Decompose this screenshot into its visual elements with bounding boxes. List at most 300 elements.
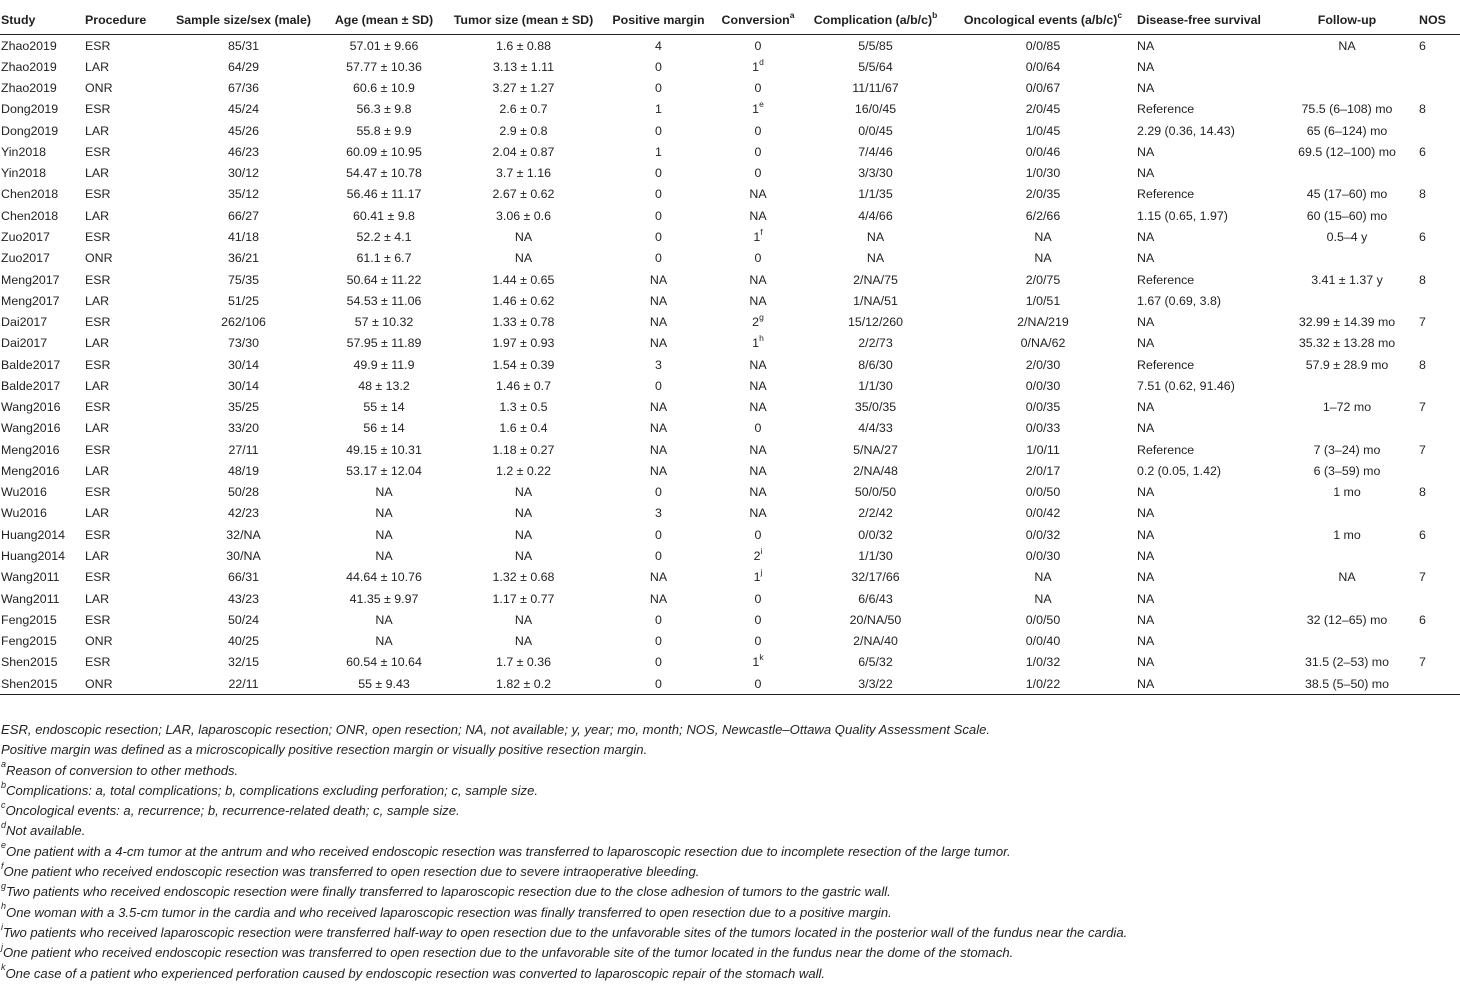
cell-onco: [950, 460, 1136, 481]
cell-margin: [602, 248, 715, 269]
cell-value: 0: [655, 81, 662, 96]
cell-conversion: [715, 439, 801, 460]
cell-study: [0, 397, 84, 418]
footnote: [1, 740, 1451, 760]
cell-dfs: [1136, 375, 1276, 396]
cell-value: 1 mo: [1333, 527, 1361, 542]
cell-value: 2/NA/219: [1017, 315, 1069, 330]
cell-conversion: [715, 290, 801, 311]
cell-age: [323, 460, 445, 481]
cell-followup: [1276, 630, 1418, 651]
cell-value: 3.41 ± 1.37 y: [1311, 272, 1383, 287]
cell-nos: [1418, 120, 1460, 141]
cell-complication: [801, 184, 950, 205]
cell-conversion: [715, 354, 801, 375]
cell-value: 0: [655, 187, 662, 202]
cell-value: Reference: [1137, 187, 1195, 202]
cell-age: [323, 333, 445, 354]
cell-dfs: [1136, 311, 1276, 332]
cell-followup: [1276, 609, 1418, 630]
cell-dfs: [1136, 545, 1276, 566]
cell-dfs: [1136, 141, 1276, 162]
column-header: [801, 6, 950, 35]
cell-age: [323, 588, 445, 609]
cell-complication: [801, 609, 950, 630]
cell-followup: [1276, 524, 1418, 545]
cell-value: 36/21: [227, 251, 259, 266]
cell-value: Shen2015: [1, 655, 58, 670]
cell-study: [0, 588, 84, 609]
cell-value: 54.47 ± 10.78: [346, 166, 422, 181]
cell-value: 75.5 (6–108) mo: [1301, 102, 1393, 117]
cell-dfs: [1136, 439, 1276, 460]
cell-value: NA: [375, 612, 393, 627]
cell-nos: [1418, 354, 1460, 375]
cell-study: [0, 439, 84, 460]
cell-value: 5/5/64: [858, 59, 893, 74]
cell-age: [323, 184, 445, 205]
cell-followup: [1276, 567, 1418, 588]
cell-complication: [801, 248, 950, 269]
cell-tumor: [445, 163, 602, 184]
cell-sample: [164, 226, 323, 247]
cell-value: 85/31: [227, 38, 259, 53]
cell-value: NA: [749, 463, 767, 478]
footnote-marker: e: [759, 99, 764, 110]
cell-age: [323, 269, 445, 290]
cell-value: NA: [649, 442, 668, 457]
cell-value: 43/23: [227, 591, 259, 606]
cell-procedure: [84, 56, 164, 77]
cell-value: 45/24: [227, 102, 259, 117]
cell-value: NA: [749, 485, 767, 500]
cell-tumor: [445, 460, 602, 481]
cell-value: 0: [655, 485, 662, 500]
cell-sample: [164, 184, 323, 205]
cell-procedure: [84, 524, 164, 545]
cell-value: 38.5 (5–50) mo: [1304, 676, 1390, 691]
cell-value: 66/31: [227, 570, 259, 585]
cell-conversion: [715, 524, 801, 545]
footnote-marker: b: [1, 779, 7, 790]
cell-value: 57.95 ± 11.89: [346, 336, 422, 351]
cell-value: NA: [514, 549, 533, 563]
cell-conversion: [715, 567, 801, 588]
cell-value: Meng2016: [1, 442, 60, 457]
footnote: [1, 761, 1451, 781]
cell-dfs: [1136, 35, 1276, 57]
table-row: [0, 354, 1460, 375]
cell-conversion: [715, 673, 801, 695]
cell-value: Meng2017: [1, 272, 60, 287]
cell-study: [0, 482, 84, 503]
column-header: [0, 6, 84, 35]
cell-value: 35/25: [227, 400, 259, 415]
cell-study: [0, 333, 84, 354]
cell-value: 55 ± 14: [363, 400, 405, 415]
cell-onco: [950, 248, 1136, 269]
cell-margin: [602, 397, 715, 418]
cell-value: 40/25: [227, 634, 259, 649]
cell-value: 2/0/35: [1025, 187, 1061, 202]
cell-value: 6: [1419, 612, 1426, 627]
cell-value: 0: [655, 634, 662, 649]
cell-value: 0: [655, 166, 662, 181]
table-row: [0, 439, 1460, 460]
cell-value: 1/0/32: [1025, 655, 1061, 670]
cell-value: 3.06 ± 0.6: [495, 208, 552, 223]
cell-value: 35/0/35: [854, 400, 897, 415]
cell-nos: [1418, 630, 1460, 651]
cell-value: NA: [749, 272, 767, 287]
cell-value: Reference: [1137, 357, 1195, 372]
cell-value: NA: [1137, 612, 1155, 627]
cell-procedure: [84, 397, 164, 418]
cell-value: 42/23: [227, 506, 259, 521]
column-header: [715, 6, 801, 35]
cell-value: 1.18 ± 0.27: [492, 442, 555, 457]
cell-value: 7: [1419, 400, 1426, 415]
cell-value: 2.04 ± 0.87: [492, 144, 555, 159]
table-row: [0, 269, 1460, 290]
cell-nos: [1418, 503, 1460, 524]
cell-value: NA: [1137, 549, 1155, 563]
cell-value: 48/19: [227, 463, 259, 478]
cell-value: LAR: [85, 59, 110, 74]
cell-value: Dai2017: [1, 336, 48, 351]
cell-margin: [602, 35, 715, 57]
cell-dfs: [1136, 673, 1276, 695]
cell-complication: [801, 290, 950, 311]
cell-value: 1.44 ± 0.65: [492, 272, 555, 287]
column-header-label: Tumor size (mean ± SD): [453, 13, 594, 27]
cell-value: 1–72 mo: [1322, 400, 1372, 415]
cell-value: LAR: [85, 506, 110, 521]
cell-complication: [801, 482, 950, 503]
cell-procedure: [84, 269, 164, 290]
cell-conversion: [715, 35, 801, 57]
cell-study: [0, 290, 84, 311]
cell-value: 0: [655, 378, 662, 393]
cell-value: NA: [749, 442, 767, 457]
cell-complication: [801, 418, 950, 439]
cell-value: 0: [655, 59, 662, 74]
cell-value: NA: [514, 527, 533, 542]
cell-complication: [801, 588, 950, 609]
cell-value: ESR: [85, 144, 111, 159]
footnote: [1, 862, 1451, 882]
cell-value: 35.32 ± 13.28 mo: [1298, 336, 1396, 351]
cell-value: ESR: [85, 570, 111, 585]
cell-followup: [1276, 418, 1418, 439]
cell-sample: [164, 439, 323, 460]
footnote-text: Oncological events: a, recurrence; b, recurrence-related death; c, sample size.: [5, 803, 460, 819]
cell-value: LAR: [85, 591, 110, 606]
cell-value: 7: [1419, 315, 1426, 330]
cell-value: Zhao2019: [1, 81, 57, 96]
column-header-label: Positive margin: [612, 13, 705, 27]
cell-age: [323, 226, 445, 247]
cell-value: NA: [375, 506, 393, 521]
cell-value: 4/4/66: [858, 208, 893, 223]
cell-sample: [164, 205, 323, 226]
cell-value: 0/0/85: [1025, 38, 1061, 53]
table-row: [0, 673, 1460, 695]
cell-nos: [1418, 269, 1460, 290]
cell-value: 73/30: [227, 336, 259, 351]
cell-dfs: [1136, 290, 1276, 311]
cell-nos: [1418, 439, 1460, 460]
cell-value: 0: [655, 676, 662, 691]
cell-value: Dong2019: [1, 123, 59, 138]
cell-value: 0: [754, 251, 762, 266]
cell-study: [0, 354, 84, 375]
cell-value: Shen2015: [1, 676, 58, 691]
cell-onco: [950, 567, 1136, 588]
cell-tumor: [445, 418, 602, 439]
cell-value: NA: [1137, 506, 1155, 521]
cell-complication: [801, 56, 950, 77]
cell-value: 3: [655, 506, 662, 521]
footnote-text: One case of a patient who experienced perforation caused by endoscopic resection was converted to laparoscopic repair of the stomach wall.: [5, 965, 826, 981]
cell-sample: [164, 545, 323, 566]
cell-value: 0.5–4 y: [1326, 230, 1368, 245]
cell-value: 1.97 ± 0.93: [492, 336, 555, 351]
cell-value: Yin2018: [1, 166, 47, 181]
cell-conversion: [715, 482, 801, 503]
cell-procedure: [84, 78, 164, 99]
footnote-marker: k: [759, 652, 764, 663]
cell-age: [323, 609, 445, 630]
cell-value: NA: [1034, 591, 1052, 606]
cell-value: ESR: [85, 612, 111, 627]
cell-followup: [1276, 354, 1418, 375]
cell-sample: [164, 99, 323, 120]
cell-value: 50/0/50: [854, 485, 897, 500]
cell-complication: [801, 375, 950, 396]
cell-value: NA: [514, 634, 533, 649]
cell-nos: [1418, 588, 1460, 609]
cell-value: Zhao2019: [1, 38, 57, 53]
footnote-text: One patient with a 4-cm tumor at the antrum and who received endoscopic resection was transferred to laparoscopic resection due to incomplete resection of the large tumor.: [6, 843, 1011, 859]
cell-value: NA: [1034, 230, 1052, 245]
cell-followup: [1276, 269, 1418, 290]
cell-value: 4/4/33: [858, 421, 893, 436]
cell-value: LAR: [85, 293, 110, 308]
cell-tumor: [445, 567, 602, 588]
cell-study: [0, 311, 84, 332]
footnote-marker: j: [760, 567, 763, 578]
cell-value: 0: [754, 676, 762, 691]
cell-onco: [950, 439, 1136, 460]
cell-value: 41/18: [227, 230, 259, 245]
cell-procedure: [84, 163, 164, 184]
table-row: [0, 99, 1460, 120]
cell-value: 0/0/46: [1025, 144, 1061, 159]
cell-nos: [1418, 141, 1460, 162]
cell-onco: [950, 163, 1136, 184]
cell-value: 6/2/66: [1025, 208, 1061, 223]
cell-value: 1: [753, 570, 761, 585]
cell-value: 11/11/67: [852, 81, 899, 96]
cell-value: 56 ± 14: [363, 421, 405, 436]
cell-value: 45 (17–60) mo: [1306, 187, 1388, 202]
cell-followup: [1276, 141, 1418, 162]
cell-value: 0/0/42: [1025, 506, 1061, 521]
cell-value: 0/0/67: [1025, 81, 1061, 96]
footnote-text: One patient who received endoscopic resection was transferred to open resection due to the unfavorable site of the tumor located in the fundus near the dome of the stomach.: [3, 945, 1014, 961]
cell-complication: [801, 120, 950, 141]
cell-value: 7 (3–24) mo: [1313, 442, 1381, 457]
cell-value: LAR: [85, 208, 110, 223]
cell-onco: [950, 418, 1136, 439]
cell-nos: [1418, 205, 1460, 226]
cell-study: [0, 163, 84, 184]
cell-value: 56.3 ± 9.8: [356, 102, 412, 117]
cell-value: 52.2 ± 4.1: [356, 230, 412, 245]
cell-value: 5/5/85: [858, 38, 893, 53]
cell-value: 0/0/45: [858, 123, 893, 138]
cell-sample: [164, 163, 323, 184]
cell-value: 2/0/17: [1025, 463, 1061, 478]
cell-followup: [1276, 78, 1418, 99]
cell-margin: [602, 545, 715, 566]
cell-complication: [801, 163, 950, 184]
cell-value: 1.46 ± 0.62: [492, 293, 555, 308]
cell-value: 2/0/30: [1025, 357, 1061, 372]
cell-age: [323, 524, 445, 545]
cell-onco: [950, 205, 1136, 226]
cell-study: [0, 205, 84, 226]
cell-complication: [801, 269, 950, 290]
cell-value: 1: [753, 230, 761, 245]
cell-value: 57 ± 10.32: [354, 315, 414, 330]
cell-value: 69.5 (12–100) mo: [1298, 144, 1396, 159]
cell-age: [323, 205, 445, 226]
cell-followup: [1276, 652, 1418, 673]
cell-margin: [602, 290, 715, 311]
cell-value: NA: [866, 251, 885, 266]
cell-value: ONR: [85, 634, 113, 649]
cell-tumor: [445, 354, 602, 375]
cell-value: 1: [752, 102, 760, 117]
cell-value: 27/11: [228, 442, 259, 457]
cell-value: 1: [752, 655, 760, 670]
cell-sample: [164, 588, 323, 609]
footnote-text: Reason of conversion to other methods.: [6, 762, 239, 778]
cell-value: 6: [1419, 527, 1426, 542]
cell-nos: [1418, 609, 1460, 630]
cell-value: 1.2 ± 0.22: [495, 463, 552, 478]
cell-conversion: [715, 609, 801, 630]
study-characteristics-table: [0, 6, 1460, 695]
cell-nos: [1418, 290, 1460, 311]
table-header-row: [0, 6, 1460, 35]
cell-value: Balde2017: [1, 357, 61, 372]
cell-conversion: [715, 205, 801, 226]
cell-study: [0, 269, 84, 290]
cell-age: [323, 56, 445, 77]
cell-value: 49.15 ± 10.31: [346, 442, 422, 457]
cell-value: 6: [1419, 38, 1426, 53]
cell-value: 8: [1419, 357, 1426, 372]
cell-value: 49.9 ± 11.9: [353, 357, 415, 372]
cell-value: 53.17 ± 12.04: [346, 463, 422, 478]
cell-value: Zuo2017: [1, 230, 50, 245]
cell-value: 0: [655, 549, 662, 563]
cell-conversion: [715, 163, 801, 184]
cell-value: NA: [1137, 251, 1155, 266]
cell-procedure: [84, 673, 164, 695]
column-header: [323, 6, 445, 35]
cell-margin: [602, 141, 715, 162]
cell-dfs: [1136, 163, 1276, 184]
cell-value: 1.82 ± 0.2: [495, 676, 552, 691]
cell-study: [0, 609, 84, 630]
cell-complication: [801, 141, 950, 162]
cell-followup: [1276, 184, 1418, 205]
cell-complication: [801, 503, 950, 524]
cell-value: NA: [749, 506, 767, 521]
cell-value: 1: [752, 336, 760, 351]
cell-followup: [1276, 311, 1418, 332]
footnote-marker: d: [1, 820, 7, 831]
cell-value: NA: [1137, 655, 1155, 670]
cell-value: ESR: [85, 187, 111, 202]
cell-onco: [950, 588, 1136, 609]
cell-followup: [1276, 226, 1418, 247]
cell-value: NA: [1137, 336, 1155, 351]
cell-age: [323, 35, 445, 57]
cell-value: 0: [754, 612, 762, 627]
cell-value: 3/3/22: [858, 676, 893, 691]
cell-value: 33/20: [227, 421, 259, 436]
cell-onco: [950, 141, 1136, 162]
table-row: [0, 482, 1460, 503]
cell-value: LAR: [85, 123, 110, 138]
cell-value: 8: [1419, 187, 1426, 202]
cell-procedure: [84, 333, 164, 354]
cell-value: 67/36: [227, 81, 259, 96]
cell-value: 41.35 ± 9.97: [349, 591, 419, 606]
cell-dfs: [1136, 652, 1276, 673]
cell-onco: [950, 226, 1136, 247]
cell-value: 56.46 ± 11.17: [346, 187, 422, 202]
cell-value: 2.9 ± 0.8: [499, 123, 548, 138]
cell-value: 7: [1419, 570, 1426, 585]
column-header: [84, 6, 164, 35]
cell-value: LAR: [85, 463, 110, 478]
cell-study: [0, 567, 84, 588]
cell-value: 0/0/30: [1025, 549, 1061, 563]
cell-value: 0: [754, 81, 762, 96]
cell-followup: [1276, 99, 1418, 120]
cell-conversion: [715, 78, 801, 99]
cell-sample: [164, 524, 323, 545]
table-row: [0, 652, 1460, 673]
cell-margin: [602, 78, 715, 99]
footnote-marker: h: [759, 333, 764, 344]
cell-value: Meng2017: [1, 293, 60, 308]
cell-onco: [950, 290, 1136, 311]
cell-value: 2/NA/40: [853, 634, 898, 649]
cell-value: 0: [754, 591, 762, 606]
cell-value: Dong2019: [1, 102, 59, 117]
cell-value: NA: [1137, 59, 1155, 74]
cell-value: 32 (12–65) mo: [1306, 612, 1388, 627]
cell-onco: [950, 652, 1136, 673]
cell-margin: [602, 311, 715, 332]
